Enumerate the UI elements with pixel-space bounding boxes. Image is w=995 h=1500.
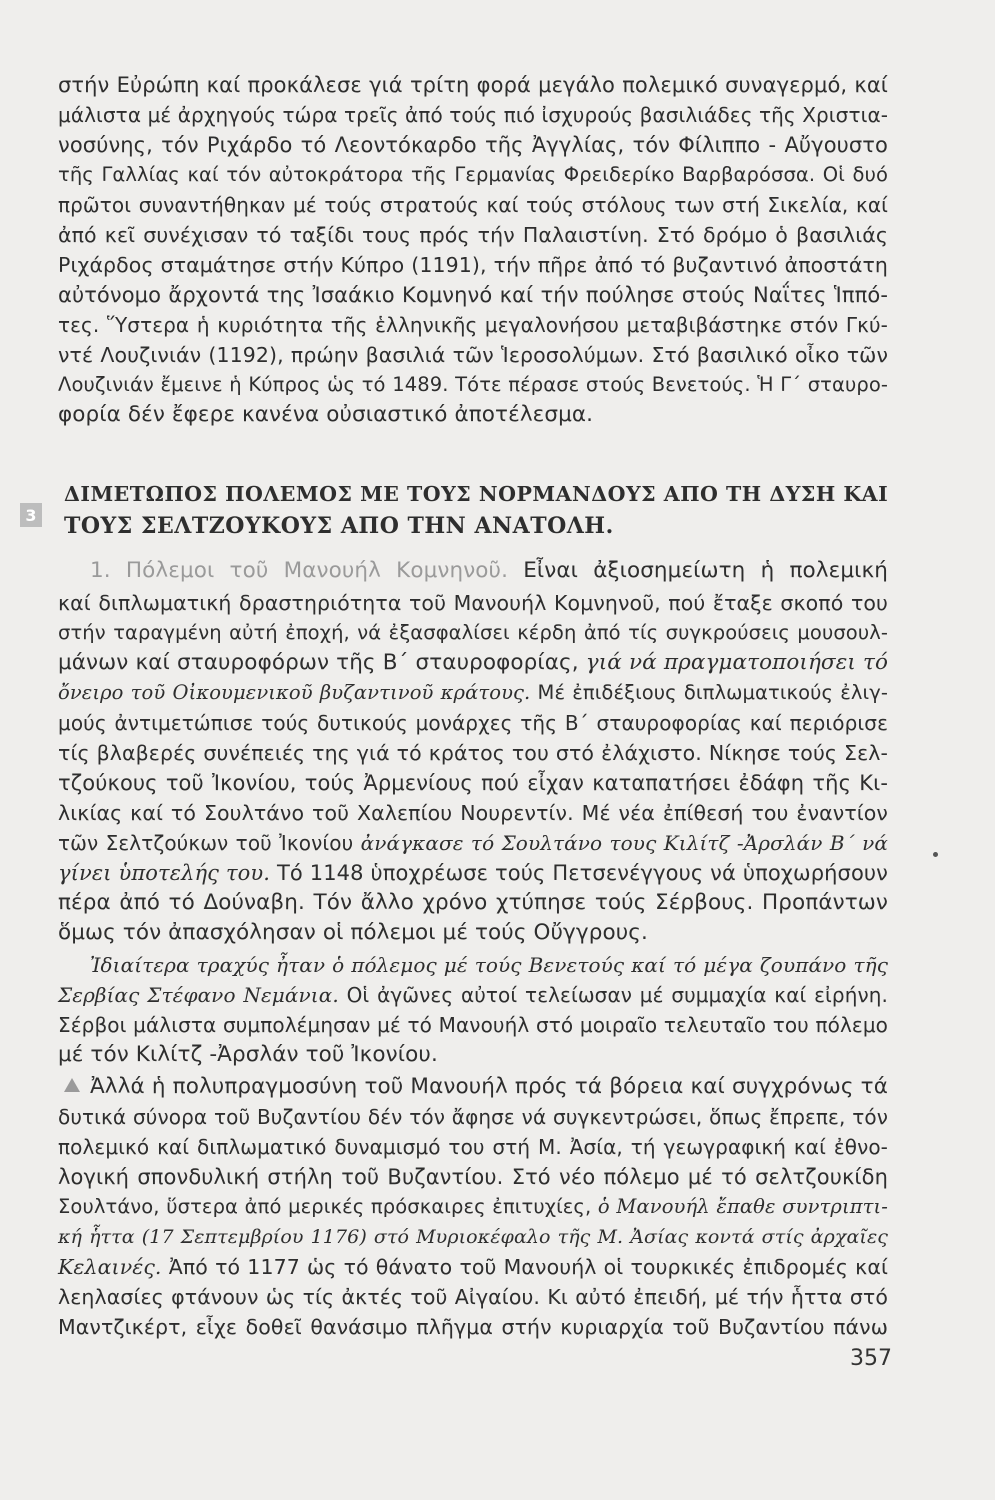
text-line: μέ τόν Κιλίτζ -Ἀρσλάν τοῦ Ἰκονίου.: [58, 1042, 438, 1067]
page-number: 357: [850, 1346, 892, 1371]
text-segment: Τό 1148 ὑποχρέωσε τούς Πετσενέγγους νά ὑποχωρήσουν: [276, 861, 888, 885]
text-line: [58, 980, 888, 1010]
text-line: πολεμικό καί διπλωματικό δυναμισμό του στή Μ. Ἀσία, τή γεωγραφική καί ἐθνο-: [58, 1135, 888, 1159]
text-line: Μαντζικέρτ, εἶχε δοθεῖ θανάσιμο πλῆγμα στήν κυριαρχία τοῦ Βυζαντίου πάνω: [58, 1315, 888, 1339]
italic-line: Ἰδιαίτερα τραχύς ἦταν ὁ πόλεμος μέ τούς Βενετούς καί τό μέγα ζουπάνο τῆς: [90, 953, 888, 977]
text-line: στήν ταραγμένη αὐτή ἐποχή, νά ἐξασφαλίσει κέρδη ἀπό τίς συγκρούσεις μουσουλ-: [58, 621, 888, 644]
italic-segment: γίνει ὑποτελής του.: [58, 861, 271, 885]
section-title-line-1: ΔΙΜΕΤΩΠΟΣ ΠΟΛΕΜΟΣ ΜΕ ΤΟΥΣ ΝΟΡΜΑΝΔΟΥΣ ΑΠΟ ΤΗ ΔΥΣΗ ΚΑΙ: [64, 482, 889, 506]
text-segment: Μέ ἐπιδέξιους διπλωματικούς ἐλιγ-: [537, 681, 888, 704]
text-segment: Οἱ ἀγῶνες αὐτοί τελείωσαν μέ συμμαχία καί εἰρήνη.: [346, 983, 888, 1007]
text-segment: τῶν Σελτζούκων τοῦ Ἰκονίου: [58, 831, 354, 855]
italic-segment: ὄνειρο τοῦ Οἰκουμενικοῦ βυζαντινοῦ κράτους.: [58, 681, 531, 704]
text-line: τζούκους τοῦ Ἰκονίου, τούς Ἀρμενίους πού εἶχαν καταπατήσει ἐδάφη τῆς Κι-: [58, 771, 888, 795]
section-number-badge: 3: [20, 503, 42, 527]
text-line: ὅμως τόν ἀπασχόλησαν οἱ πόλεμοι μέ τούς Οὔγγρους.: [58, 920, 648, 945]
subsection-title: 1. Πόλεμοι τοῦ Μανουήλ Κομνηνοῦ.: [90, 558, 509, 583]
italic-segment: Σερβίας Στέφανο Νεμάνια.: [58, 983, 339, 1007]
text-line: πρῶτοι συναντήθηκαν μέ τούς στρατούς καί τούς στόλους των στή Σικελία, καί: [58, 193, 888, 217]
text-line: μάλιστα μέ ἀρχηγούς τώρα τρεῖς ἀπό τούς πιό ἰσχυρούς βασιλιάδες τῆς Χριστια-: [58, 103, 889, 127]
text-line: [58, 678, 888, 708]
text-line: στήν Εὐρώπη καί προκάλεσε γιά τρίτη φορά μεγάλο πολεμικό συναγερμό, καί: [58, 73, 888, 97]
text-line: ἀπό κεῖ συνέχισαν τό ταξίδι τους πρός τήν Παλαιστίνη. Στό δρόμο ὁ βασιλιάς: [58, 223, 888, 247]
text-line: φορία δέν ἔφερε κανένα οὐσιαστικό ἀποτέλεσμα.: [58, 402, 594, 427]
text-line: τῆς Γαλλίας καί τόν αὐτοκράτορα τῆς Γερμανίας Φρειδερίκο Βαρβαρόσσα. Οἱ δυό: [58, 163, 888, 186]
text-segment: μάνων καί σταυροφόρων τῆς Β΄ σταυροφορίας,: [58, 650, 579, 675]
text-line: μούς ἀντιμετώπισε τούς δυτικούς μονάρχες τῆς Β΄ σταυροφορίας καί περιόρισε: [58, 711, 888, 735]
margin-dot: [933, 852, 938, 857]
text-line: [58, 1252, 888, 1282]
text-segment: Εἶναι ἀξιοσημείωτη ἡ πολεμική: [523, 558, 888, 583]
text-line: [58, 858, 888, 888]
text-line: τες. Ὕστερα ἡ κυριότητα τῆς ἑλληνικῆς μεγαλονήσου μεταβιβάστηκε στόν Γκύ-: [58, 313, 888, 337]
text-line: Λουζινιάν ἔμεινε ἡ Κύπρος ὡς τό 1489. Τότε πέρασε στούς Βενετούς. Ἡ Γ΄ σταυρο-: [58, 373, 888, 396]
text-line: αὐτόνομο ἄρχοντά της Ἰσαάκιο Κομνηνό καί τήν πούλησε στούς Ναΐτες Ἱππό-: [58, 283, 888, 307]
text-line: [64, 1072, 888, 1102]
text-segment: Ἀπό τό 1177 ὡς τό θάνατο τοῦ Μανουήλ οἱ τουρκικές ἐπιδρομές καί: [168, 1255, 888, 1279]
text-line: πέρα ἀπό τό Δούναβη. Τόν ἄλλο χρόνο χτύπησε τούς Σέρβους. Προπάντων: [58, 890, 888, 915]
text-line: [58, 828, 888, 858]
text-line: καί διπλωματική δραστηριότητα τοῦ Μανουήλ Κομνηνοῦ, πού ἔταξε σκοπό του: [58, 591, 888, 615]
text-line: λογική σπονδυλική στήλη τοῦ Βυζαντίου. Στό νέο πόλεμο μέ τό σελτζουκίδη: [58, 1165, 888, 1189]
italic-segment: γιά νά πραγματοποιήσει τό: [585, 650, 888, 675]
section-title-line-2: ΤΟΥΣ ΣΕΛΤΖΟΥΚΟΥΣ ΑΠΟ ΤΗΝ ΑΝΑΤΟΛΗ.: [64, 513, 614, 539]
text-segment: Ἀλλά ἡ πολυπραγμοσύνη τοῦ Μανουήλ πρός τά βόρεια καί συγχρόνως τά: [90, 1074, 888, 1099]
italic-segment: ἀνάγκασε τό Σουλτάνο τους Κιλίτζ -Ἀρσλάν Β΄ νά: [360, 831, 888, 855]
text-line: [58, 648, 888, 678]
italic-line: κή ἧττα (17 Σεπτεμβρίου 1176) στό Μυριοκέφαλο τῆς Μ. Ἀσίας κοντά στίς ἀρχαῖες: [58, 1226, 888, 1248]
text-line: λεηλασίες φτάνουν ὡς τίς ἀκτές τοῦ Αἰγαίου. Κι αὐτό ἐπειδή, μέ τήν ἧττα στό: [58, 1285, 888, 1309]
text-line: [58, 1192, 888, 1222]
triangle-bullet-icon: [64, 1078, 80, 1092]
text-line: Ριχάρδος σταμάτησε στήν Κύπρο (1191), τήν πῆρε ἀπό τό βυζαντινό ἀποστάτη: [58, 253, 888, 277]
text-line: νοσύνης, τόν Ριχάρδο τό Λεοντόκαρδο τῆς Ἀγγλίας, τόν Φίλιππο - Αὔγουστο: [58, 133, 888, 157]
text-line: δυτικά σύνορα τοῦ Βυζαντίου δέν τόν ἄφησε νά συγκεντρώσει, ὅπως ἔπρεπε, τόν: [58, 1105, 888, 1129]
text-line: Σέρβοι μάλιστα συμπολέμησαν μέ τό Μανουήλ στό μοιραῖο τελευταῖο του πόλεμο: [58, 1013, 888, 1037]
italic-segment: Κελαινές.: [58, 1255, 162, 1279]
text-line: λικίας καί τό Σουλτάνο τοῦ Χαλεπίου Νουρεντίν. Μέ νέα ἐπίθεσή του ἐναντίον: [58, 801, 888, 825]
text-line: τίς βλαβερές συνέπειές της γιά τό κράτος του στό ἐλάχιστο. Νίκησε τούς Σελ-: [58, 741, 888, 765]
italic-segment: ὁ Μανουήλ ἔπαθε συντριπτι-: [597, 1195, 888, 1218]
text-segment: Σουλτάνο, ὕστερα ἀπό μερικές πρόσκαιρες ἐπιτυχίες,: [58, 1195, 592, 1218]
text-line: ντέ Λουζινιάν (1192), πρώην βασιλιά τῶν Ἱεροσολύμων. Στό βασιλικό οἶκο τῶν: [58, 343, 888, 367]
subsection-first-line: [90, 556, 888, 586]
